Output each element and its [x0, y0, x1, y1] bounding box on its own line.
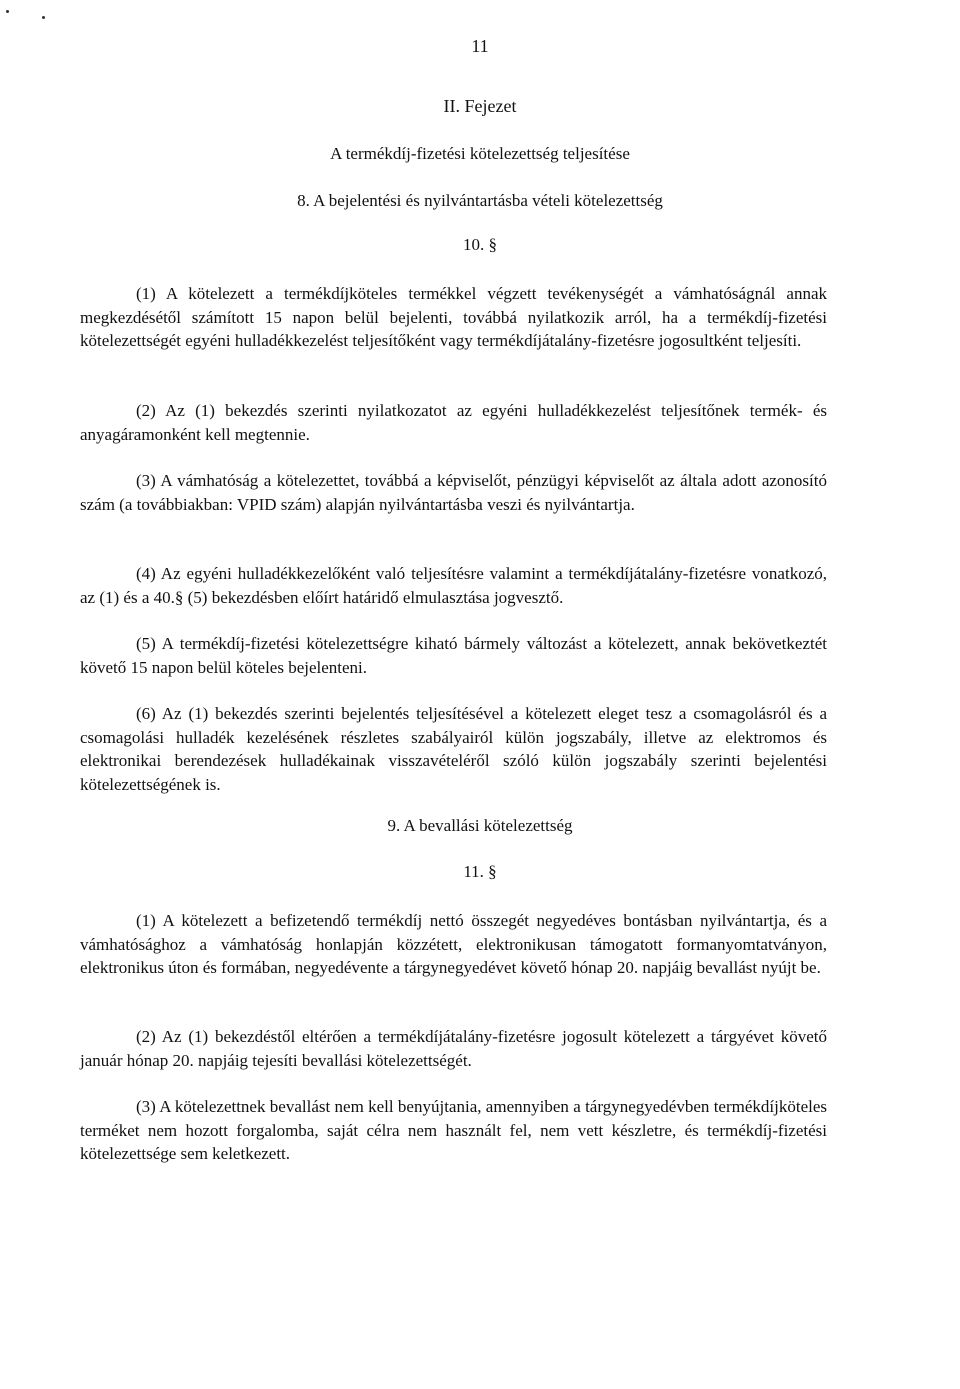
- section-10-mark: 10. §: [463, 235, 497, 254]
- paragraph-11-2: (2) Az (1) bekezdéstől eltérően a termékdíjátalány-fizetésre jogosult kötelezett a tárgyévet követő január hónap 20. napjáig tejesíti bevallási kötelezettségét.: [80, 1027, 827, 1070]
- paragraph-10-5: (5) A termékdíj-fizetési kötelezettségre kiható bármely változást a kötelezett, annak bekövetkeztét követő 15 napon belül köteles bejelenteni.: [80, 634, 827, 677]
- paragraph-11-3: (3) A kötelezettnek bevallást nem kell benyújtania, amennyiben a tárgynegyedévben termékdíjköteles terméket nem hozott forgalomba, saját célra nem használt fel, nem vett készletre, és termékdíj-fizetési kötelezettsége sem keletkezett.: [80, 1097, 827, 1163]
- page-number: 11: [471, 36, 489, 56]
- paragraph-10-1: (1) A kötelezett a termékdíjköteles termékkel végzett tevékenységét a vámhatóságnál annak megkezdésétől számított 15 napon belül bejelenti, továbbá nyilatkozik arról, ha a termékdíj-fizetési kötelezettségét egyéni hulladékkezelést teljesítőként vagy termékdíjátalány-fizetésre jogosultként teljesíti.: [80, 284, 827, 350]
- scan-speck: [42, 16, 45, 19]
- chapter-title: A termékdíj-fizetési kötelezettség teljesítése: [330, 144, 630, 163]
- paragraph-10-6: (6) Az (1) bekezdés szerinti bejelentés teljesítésével a kötelezett eleget tesz a csomagolásról és a csomagolási hulladék kezelésének részletes szabályairól külön jogszabály, illetve az elektromos és elektronikai berendezések hulladékainak visszavételéről szóló külön jogszabály szerinti bejelentési kötelezettségének is.: [80, 704, 827, 794]
- scan-speck: [6, 10, 9, 13]
- paragraph-11-1: (1) A kötelezett a befizetendő termékdíj nettó összegét negyedéves bontásban nyilvántartja, és a vámhatósághoz a vámhatóság honlapján közzétett, elektronikusan támogatott formanyomtatványon, elektronikus úton és formában, negyedévente a tárgynegyedévet követő hónap 20. napjáig bevallást nyújt be.: [80, 911, 827, 977]
- section-11-mark: 11. §: [463, 862, 497, 881]
- section-8-title: 8. A bejelentési és nyilvántartásba vételi kötelezettség: [297, 191, 663, 210]
- paragraph-10-3: (3) A vámhatóság a kötelezettet, továbbá a képviselőt, pénzügyi képviselőt az általa adott azonosító szám (a továbbiakban: VPID szám) alapján nyilvántartásba veszi és nyilvántartja.: [80, 471, 827, 514]
- section-9-title: 9. A bevallási kötelezettség: [387, 816, 573, 835]
- chapter-heading: II. Fejezet: [443, 96, 517, 116]
- paragraph-10-4: (4) Az egyéni hulladékkezelőként való teljesítésre valamint a termékdíjátalány-fizetésre vonatkozó, az (1) és a 40.§ (5) bekezdésben előírt határidő elmulasztása jogvesztő.: [80, 564, 827, 607]
- paragraph-10-2: (2) Az (1) bekezdés szerinti nyilatkozatot az egyéni hulladékkezelést teljesítőnek termék- és anyagáramonként kell megtennie.: [80, 401, 827, 444]
